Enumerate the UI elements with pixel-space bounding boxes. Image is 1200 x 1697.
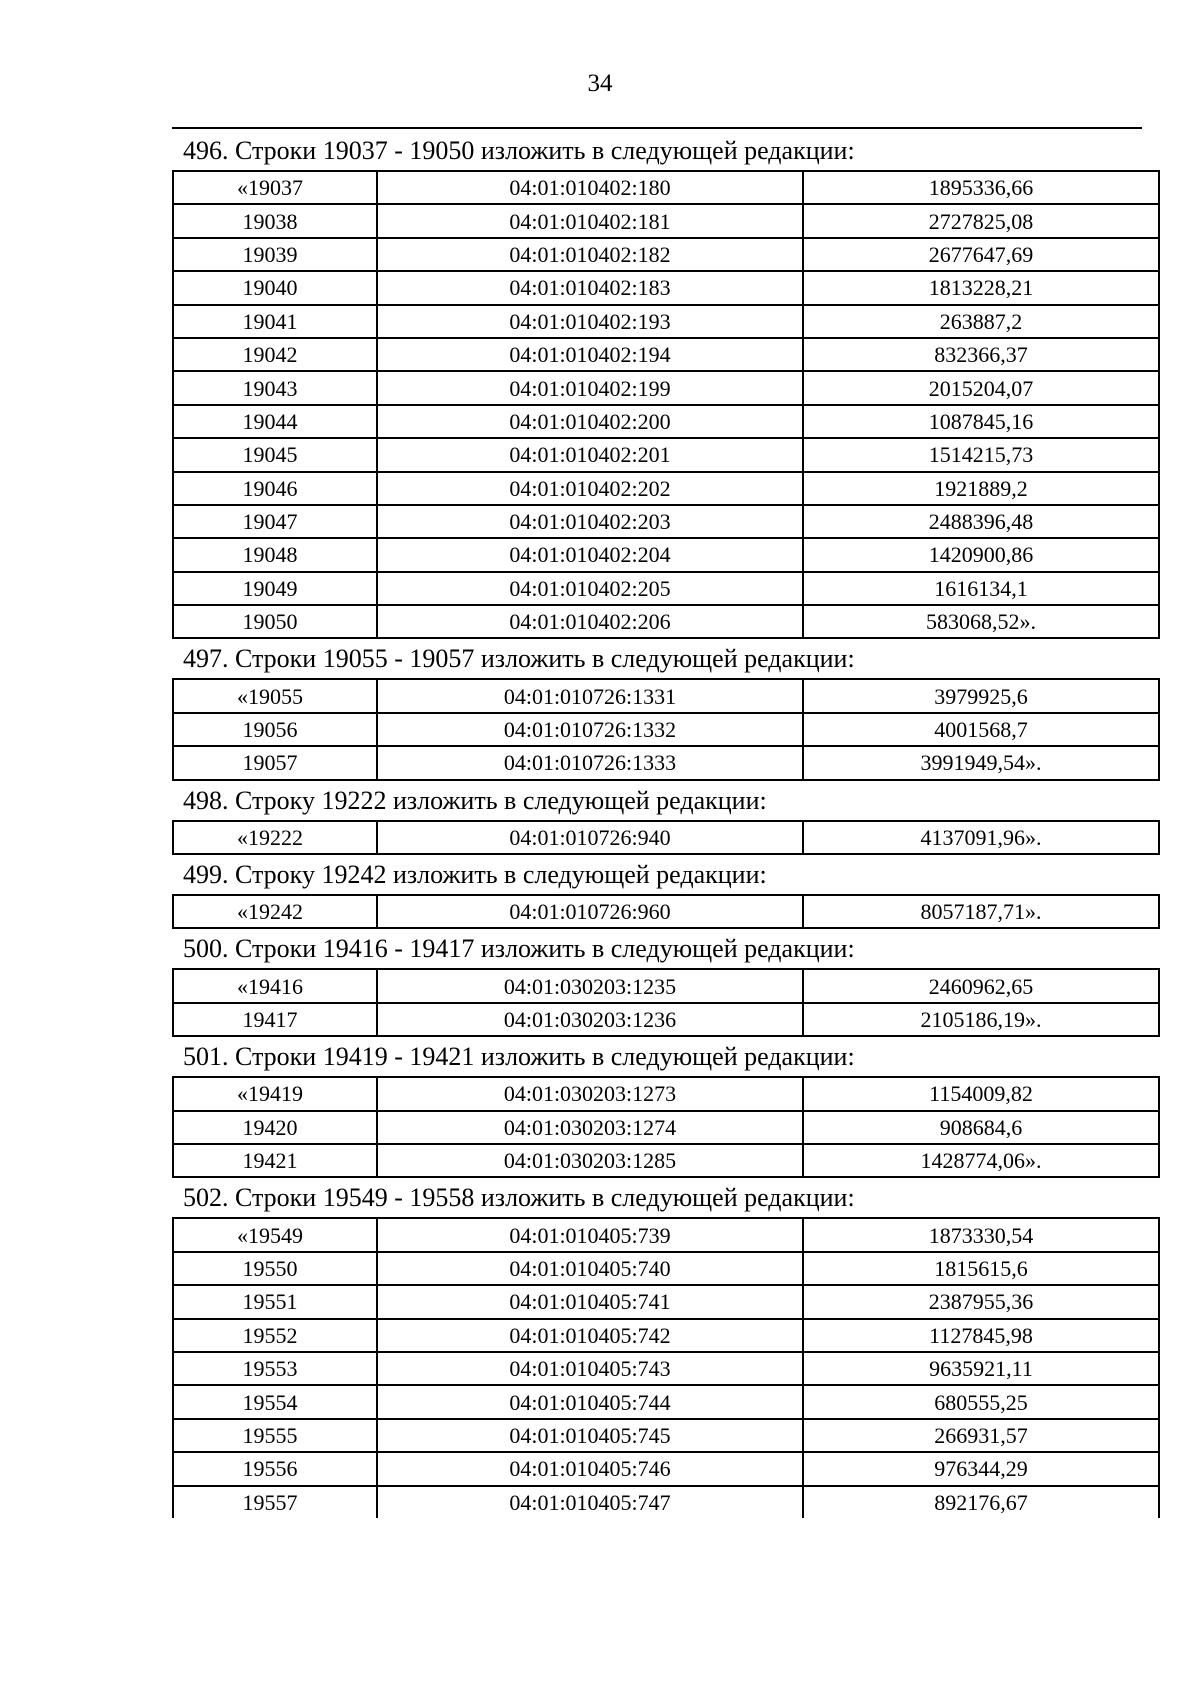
cadastral-number-cell: 04:01:010405:741: [377, 1285, 803, 1318]
table-row: [173, 271, 1159, 304]
row-number-cell: 19554: [173, 1385, 377, 1418]
row-number-cell: «19222: [173, 821, 377, 854]
cadastral-number-cell: 04:01:010726:940: [377, 821, 803, 854]
cadastral-number-cell: 04:01:010402:194: [377, 338, 803, 371]
cadastral-number-cell: 04:01:010726:960: [377, 895, 803, 928]
row-number-cell: 19042: [173, 338, 377, 371]
cadastral-number-cell: 04:01:010405:743: [377, 1352, 803, 1385]
row-number-cell: 19041: [173, 305, 377, 338]
table-row: [173, 438, 1159, 471]
value-cell: 4001568,7: [803, 713, 1159, 746]
cadastral-number-cell: 04:01:030203:1236: [377, 1003, 803, 1036]
value-cell: 2105186,19».: [803, 1003, 1159, 1036]
value-cell: 1087845,16: [803, 405, 1159, 438]
page-number: 34: [587, 70, 613, 97]
value-cell: 8057187,71».: [803, 895, 1159, 928]
value-cell: 9635921,11: [803, 1352, 1159, 1385]
cadastral-number-cell: 04:01:010402:205: [377, 572, 803, 605]
table-row: [173, 821, 1159, 854]
cadastral-number-cell: 04:01:010402:204: [377, 538, 803, 571]
row-number-cell: «19055: [173, 679, 377, 712]
table-row: [173, 305, 1159, 338]
cadastral-number-cell: 04:01:010726:1332: [377, 713, 803, 746]
value-cell: 1813228,21: [803, 271, 1159, 304]
value-cell: 583068,52».: [803, 605, 1159, 638]
cadastral-number-cell: 04:01:010405:747: [377, 1486, 803, 1518]
header-rule: [172, 127, 1142, 129]
table-row: [173, 572, 1159, 605]
section-heading: 496. Строки 19037 - 19050 изложить в следующей редакции:: [183, 136, 855, 165]
value-cell: 1815615,6: [803, 1252, 1159, 1285]
value-cell: 1154009,82: [803, 1077, 1159, 1110]
cadastral-number-cell: 04:01:010405:742: [377, 1319, 803, 1352]
cadastral-number-cell: 04:01:010405:744: [377, 1385, 803, 1418]
section-heading: 497. Строки 19055 - 19057 изложить в следующей редакции:: [183, 644, 855, 674]
table-row: [173, 713, 1159, 746]
value-cell: 832366,37: [803, 338, 1159, 371]
amendment-table: [172, 1217, 1160, 1518]
table-row: [173, 472, 1159, 505]
cadastral-number-cell: 04:01:010402:193: [377, 305, 803, 338]
row-number-cell: 19550: [173, 1252, 377, 1285]
amendment-table: [172, 968, 1160, 1037]
row-number-cell: «19419: [173, 1077, 377, 1110]
table-row: [173, 1319, 1159, 1352]
row-number-cell: 19420: [173, 1111, 377, 1144]
table-row: [173, 1252, 1159, 1285]
row-number-cell: 19056: [173, 713, 377, 746]
table-row: [173, 371, 1159, 404]
amendment-table: [172, 1076, 1160, 1178]
document-body: [172, 131, 1142, 1518]
table-row: [173, 1077, 1159, 1110]
value-cell: 4137091,96».: [803, 821, 1159, 854]
row-number-cell: 19047: [173, 505, 377, 538]
row-number-cell: 19046: [173, 472, 377, 505]
table-row: [173, 605, 1159, 638]
cadastral-number-cell: 04:01:030203:1285: [377, 1144, 803, 1177]
table-row: [173, 746, 1159, 779]
cadastral-number-cell: 04:01:030203:1273: [377, 1077, 803, 1110]
table-row: [173, 679, 1159, 712]
cadastral-number-cell: 04:01:010402:180: [377, 171, 803, 204]
row-number-cell: 19417: [173, 1003, 377, 1036]
cadastral-number-cell: 04:01:010402:183: [377, 271, 803, 304]
value-cell: 2387955,36: [803, 1285, 1159, 1318]
table-row: [173, 338, 1159, 371]
row-number-cell: 19552: [173, 1319, 377, 1352]
table-row: [173, 1452, 1159, 1485]
cadastral-number-cell: 04:01:010726:1331: [377, 679, 803, 712]
value-cell: 2015204,07: [803, 371, 1159, 404]
table-row: [173, 1003, 1159, 1036]
table-row: [173, 1419, 1159, 1452]
cadastral-number-cell: 04:01:010405:740: [377, 1252, 803, 1285]
table-row: [173, 1352, 1159, 1385]
cadastral-number-cell: 04:01:010402:199: [377, 371, 803, 404]
value-cell: 1428774,06».: [803, 1144, 1159, 1177]
value-cell: 2460962,65: [803, 969, 1159, 1002]
table-row: [173, 895, 1159, 928]
value-cell: 263887,2: [803, 305, 1159, 338]
cadastral-number-cell: 04:01:010402:200: [377, 405, 803, 438]
value-cell: 2677647,69: [803, 238, 1159, 271]
cadastral-number-cell: 04:01:010726:1333: [377, 746, 803, 779]
table-row: [173, 969, 1159, 1002]
value-cell: 680555,25: [803, 1385, 1159, 1418]
value-cell: 1127845,98: [803, 1319, 1159, 1352]
table-row: [173, 171, 1159, 204]
row-number-cell: 19044: [173, 405, 377, 438]
row-number-cell: «19242: [173, 895, 377, 928]
table-row: [173, 238, 1159, 271]
section-heading: 499. Строку 19242 изложить в следующей редакции:: [183, 860, 767, 890]
table-row: [173, 1218, 1159, 1251]
value-cell: 908684,6: [803, 1111, 1159, 1144]
amendment-table: [172, 678, 1160, 780]
value-cell: 976344,29: [803, 1452, 1159, 1485]
value-cell: 1514215,73: [803, 438, 1159, 471]
amendment-table: [172, 820, 1160, 855]
row-number-cell: 19551: [173, 1285, 377, 1318]
value-cell: 1873330,54: [803, 1218, 1159, 1251]
row-number-cell: 19553: [173, 1352, 377, 1385]
value-cell: 892176,67: [803, 1486, 1159, 1518]
value-cell: 2727825,08: [803, 204, 1159, 237]
value-cell: 1895336,66: [803, 171, 1159, 204]
cadastral-number-cell: 04:01:010405:745: [377, 1419, 803, 1452]
row-number-cell: 19557: [173, 1486, 377, 1518]
row-number-cell: 19050: [173, 605, 377, 638]
row-number-cell: 19556: [173, 1452, 377, 1485]
value-cell: 1616134,1: [803, 572, 1159, 605]
row-number-cell: 19045: [173, 438, 377, 471]
value-cell: 2488396,48: [803, 505, 1159, 538]
table-row: [173, 1486, 1159, 1518]
value-cell: 3979925,6: [803, 679, 1159, 712]
amendment-table: [172, 170, 1160, 639]
table-row: [173, 405, 1159, 438]
table-row: [173, 204, 1159, 237]
section-heading: 502. Строки 19549 - 19558 изложить в следующей редакции:: [183, 1183, 855, 1213]
row-number-cell: 19043: [173, 371, 377, 404]
cadastral-number-cell: 04:01:010402:206: [377, 605, 803, 638]
table-row: [173, 1385, 1159, 1418]
cadastral-number-cell: 04:01:010402:203: [377, 505, 803, 538]
row-number-cell: «19416: [173, 969, 377, 1002]
cadastral-number-cell: 04:01:010402:202: [377, 472, 803, 505]
section-heading: 501. Строки 19419 - 19421 изложить в следующей редакции:: [183, 1042, 855, 1072]
row-number-cell: 19038: [173, 204, 377, 237]
cadastral-number-cell: 04:01:010405:739: [377, 1218, 803, 1251]
cadastral-number-cell: 04:01:010402:181: [377, 204, 803, 237]
row-number-cell: 19048: [173, 538, 377, 571]
table-row: [173, 1285, 1159, 1318]
value-cell: 1420900,86: [803, 538, 1159, 571]
row-number-cell: «19037: [173, 171, 377, 204]
row-number-cell: «19549: [173, 1218, 377, 1251]
section-heading: 498. Строку 19222 изложить в следующей редакции:: [183, 785, 767, 815]
row-number-cell: 19039: [173, 238, 377, 271]
table-row: [173, 1111, 1159, 1144]
value-cell: 3991949,54».: [803, 746, 1159, 779]
section-heading: 500. Строки 19416 - 19417 изложить в следующей редакции:: [183, 934, 855, 964]
cadastral-number-cell: 04:01:010402:182: [377, 238, 803, 271]
row-number-cell: 19040: [173, 271, 377, 304]
row-number-cell: 19057: [173, 746, 377, 779]
row-number-cell: 19555: [173, 1419, 377, 1452]
cadastral-number-cell: 04:01:010402:201: [377, 438, 803, 471]
value-cell: 266931,57: [803, 1419, 1159, 1452]
cadastral-number-cell: 04:01:030203:1274: [377, 1111, 803, 1144]
table-row: [173, 1144, 1159, 1177]
table-row: [173, 505, 1159, 538]
cadastral-number-cell: 04:01:010405:746: [377, 1452, 803, 1485]
row-number-cell: 19049: [173, 572, 377, 605]
cadastral-number-cell: 04:01:030203:1235: [377, 969, 803, 1002]
amendment-table: [172, 894, 1160, 929]
value-cell: 1921889,2: [803, 472, 1159, 505]
table-row: [173, 538, 1159, 571]
row-number-cell: 19421: [173, 1144, 377, 1177]
